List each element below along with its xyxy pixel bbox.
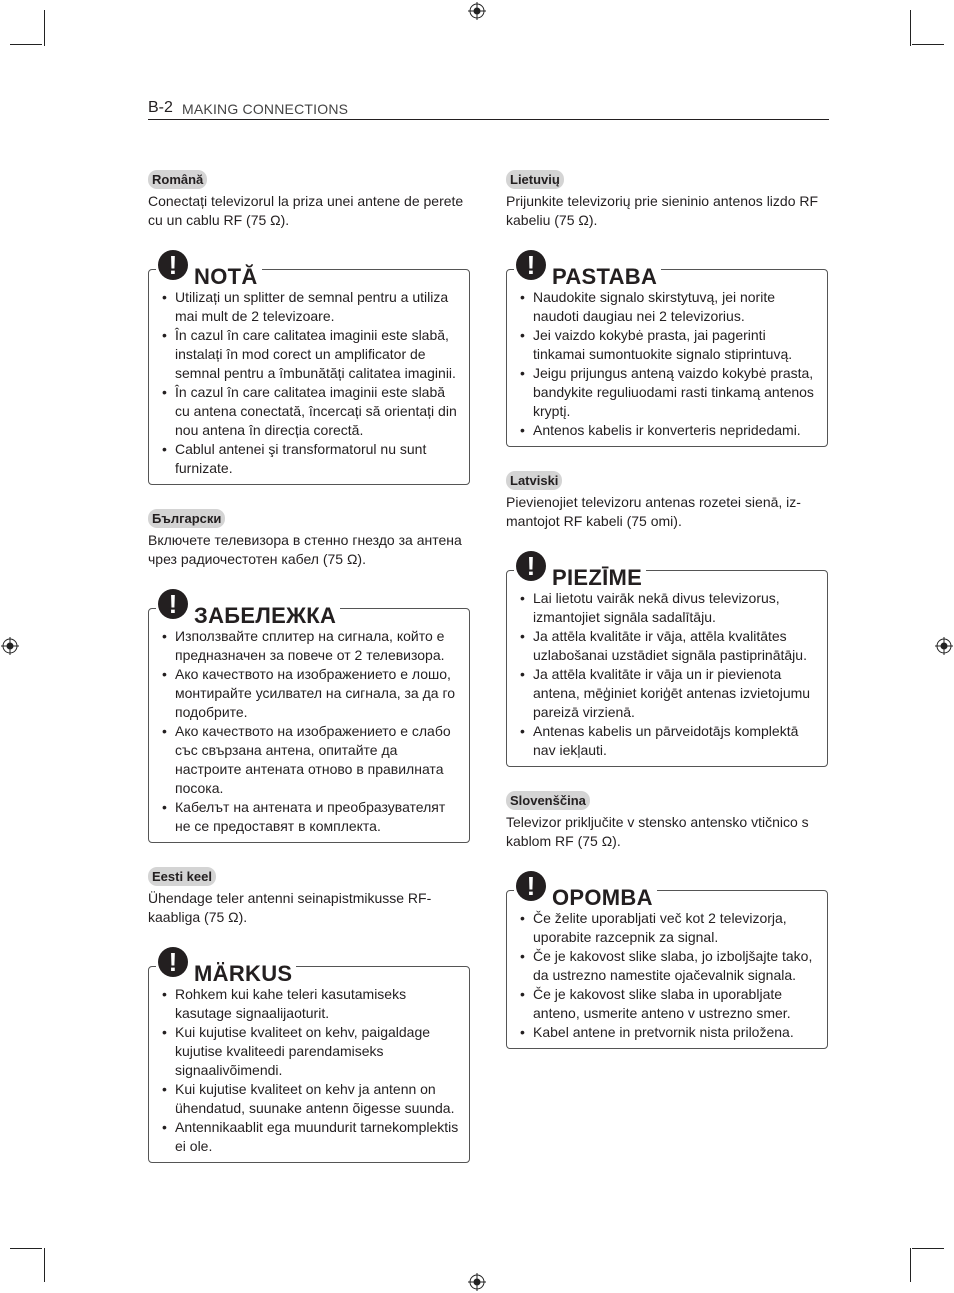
note-heading [156, 589, 340, 627]
language-block-estonian [148, 867, 470, 1163]
note-box [148, 589, 470, 843]
note-item: • Ако качеството на изображението е лошо, монтирайте усилвател на сигнала, за да го подобрите. [159, 665, 459, 722]
language-label: Български [148, 509, 225, 528]
note-title: NOTĂ [194, 264, 258, 289]
exclamation-icon: ! [158, 947, 188, 977]
intro-text: Televizor priključite v stensko antensko vtičnico s kablom RF (75 Ω). [506, 814, 809, 849]
note-item: • Če je kakovost slike slaba, jo izboljšajte tako, da ustrezno namestite ojačevalnik signala. [517, 947, 817, 985]
note-list [517, 288, 817, 440]
page-header [148, 98, 829, 120]
crop-mark [10, 44, 42, 45]
intro-text: Включете телевизора в стенно гнездо за антена чрез радиочестотен кабел (75 Ω). [148, 532, 462, 567]
left-column [148, 170, 470, 1163]
language-label: Slovenščina [506, 791, 590, 810]
note-item: • În cazul în care calitatea imaginii este slabă cu antena conectată, încercați să orientați din nou antena în direcția corectă. [159, 383, 459, 440]
note-item: • Če je kakovost slike slaba in uporabljate anteno, usmerite anteno v ustrezno smer. [517, 985, 817, 1023]
note-item: • Antenos kabelis ir konverteris nepridedami. [517, 421, 817, 440]
note-item: • Ако качеството на изображението е слабо със свързана антена, опитайте да настроите антената отново в правилната посока. [159, 722, 459, 798]
note-item: • Če želite uporabljati več kot 2 televizorja, uporabite razcepnik za signal. [517, 909, 817, 947]
section-title: MAKING CONNECTIONS [182, 101, 349, 117]
language-block-slovenian [506, 791, 828, 1049]
note-item: • În cazul în care calitatea imaginii este slabă, instalați în mod corect un amplificator de semnal pentru a îmbunătăți calitatea imaginii. [159, 326, 459, 383]
note-list [517, 589, 817, 760]
note-list [159, 627, 459, 836]
note-item: • Kui kujutise kvaliteet on kehv ja antenn on ühendatud, suunake antenn õigesse suunda. [159, 1080, 459, 1118]
note-item: • Използвайте сплитер на сигнала, който е предназначен за повече от 2 телевизора. [159, 627, 459, 665]
note-item: • Antenas kabelis un pārveidotājs komplektā nav iekļauti. [517, 722, 817, 760]
language-label: Lietuvių [506, 170, 564, 189]
intro-text: Prijunkite televizorių prie sieninio antenos lizdo RF kabeliu (75 Ω). [506, 193, 819, 228]
note-item: • Jeigu prijungus anteną vaizdo kokybė prasta, bandykite reguliuodami rasti tinkamą antenos kryptį. [517, 364, 817, 421]
note-title: OPOMBA [552, 885, 653, 910]
note-heading [514, 871, 657, 909]
note-item: • Rohkem kui kahe teleri kasutamiseks kasutage signaalijaoturit. [159, 985, 459, 1023]
note-title: MÄRKUS [194, 961, 293, 986]
exclamation-icon: ! [516, 871, 546, 901]
note-box [148, 947, 470, 1163]
note-item: • Cablul antenei şi transformatorul nu sunt furnizate. [159, 440, 459, 478]
note-item: • Ja attēla kvalitāte ir vāja, attēla kvalitātes uzlabošanai uzstādiet signāla pastiprinātāju. [517, 627, 817, 665]
note-list [159, 985, 459, 1156]
language-block-latvian [506, 471, 828, 767]
language-label: Latviski [506, 471, 562, 490]
registration-mark-icon [468, 2, 486, 20]
note-item: • Antennikaablit ega muundurit tarnekomplektis ei ole. [159, 1118, 459, 1156]
note-item: • Lai lietotu vairāk nekā divus televizorus, izmantojiet signāla sadalītāju. [517, 589, 817, 627]
intro-text: Conectați televizorul la priza unei antene de perete cu un cablu RF (75 Ω). [148, 193, 464, 228]
registration-mark-icon [935, 637, 953, 655]
crop-mark [912, 44, 944, 45]
crop-mark [910, 1248, 911, 1282]
language-label: Română [148, 170, 207, 189]
note-heading [156, 947, 296, 985]
crop-mark [912, 1248, 944, 1249]
intro-text: Ühendage teler antenni seinapistmikusse RF-kaabliga (75 Ω). [148, 890, 432, 925]
language-block-romanian [148, 170, 470, 485]
note-heading [156, 250, 262, 288]
note-item: • Jei vaizdo kokybė prasta, jai pagerinti tinkamai sumontuokite signalo stiprintuvą. [517, 326, 817, 364]
note-list [517, 909, 817, 1042]
note-item: • Utilizați un splitter de semnal pentru a utiliza mai mult de 2 televizoare. [159, 288, 459, 326]
language-label: Eesti keel [148, 867, 216, 886]
language-block-bulgarian [148, 509, 470, 843]
exclamation-icon: ! [158, 250, 188, 280]
crop-mark [44, 1248, 45, 1282]
intro-text: Pievienojiet televizoru antenas rozetei sienā, iz-mantojot RF kabeli (75 omi). [506, 494, 801, 529]
note-box [506, 250, 828, 447]
note-title: PASTABA [552, 264, 658, 289]
note-heading [514, 250, 661, 288]
note-title: ЗАБЕЛЕЖКА [194, 603, 337, 628]
registration-mark-icon [468, 1273, 486, 1291]
language-block-lithuanian [506, 170, 828, 447]
exclamation-icon: ! [158, 589, 188, 619]
note-title: PIEZĪME [552, 565, 643, 590]
page-number: B-2 [148, 99, 173, 116]
crop-mark [910, 10, 911, 46]
note-item: • Kui kujutise kvaliteet on kehv, paigaldage kujutise kvaliteedi parendamiseks signaalivõimendi. [159, 1023, 459, 1080]
right-column [506, 170, 828, 1049]
note-item: • Naudokite signalo skirstytuvą, jei norite naudoti daugiau nei 2 televizorius. [517, 288, 817, 326]
crop-mark [10, 1248, 42, 1249]
note-heading [514, 551, 646, 589]
exclamation-icon: ! [516, 250, 546, 280]
note-item: • Ja attēla kvalitāte ir vāja un ir pievienota antena, mēģiniet koriģēt antenas izvietojumu pareizā virzienā. [517, 665, 817, 722]
registration-mark-icon [1, 637, 19, 655]
note-list [159, 288, 459, 478]
note-item: • Кабелът на антената и преобразувателят не се предоставят в комплекта. [159, 798, 459, 836]
note-box [506, 551, 828, 767]
crop-mark [44, 10, 45, 46]
note-item: • Kabel antene in pretvornik nista priložena. [517, 1023, 817, 1042]
note-box [506, 871, 828, 1049]
exclamation-icon: ! [516, 551, 546, 581]
note-box [148, 250, 470, 485]
